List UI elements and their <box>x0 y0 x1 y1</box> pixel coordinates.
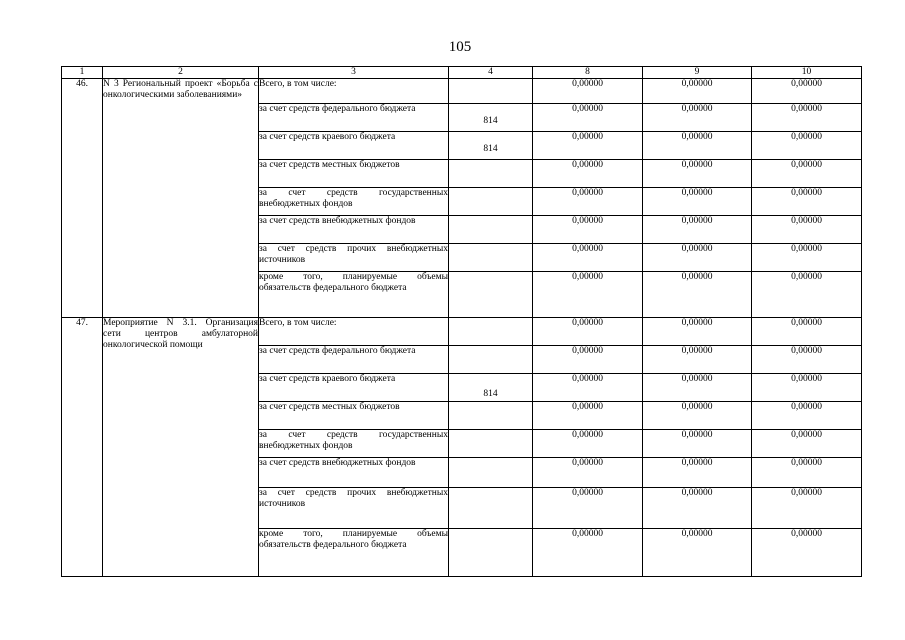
value-col-9: 0,00000 <box>643 458 752 488</box>
value-col-10: 0,00000 <box>752 346 862 374</box>
value-col-8: 0,00000 <box>533 216 643 244</box>
value-col-9: 0,00000 <box>643 374 752 402</box>
value-col-10: 0,00000 <box>752 244 862 272</box>
budget-code <box>449 244 533 272</box>
value-col-8: 0,00000 <box>533 132 643 160</box>
funding-source: за счет средств краевого бюджета <box>259 374 449 402</box>
budget-code <box>449 529 533 577</box>
column-header: 9 <box>643 67 752 79</box>
budget-code-text: 814 <box>483 116 498 126</box>
column-header: 3 <box>259 67 449 79</box>
value-col-10: 0,00000 <box>752 402 862 430</box>
item-name: N 3 Региональный проект «Борьба с онкологическими заболеваниями» <box>103 79 259 318</box>
value-col-8: 0,00000 <box>533 529 643 577</box>
value-col-9: 0,00000 <box>643 402 752 430</box>
funding-source: Всего, в том числе: <box>259 318 449 346</box>
value-col-10: 0,00000 <box>752 132 862 160</box>
budget-code <box>449 79 533 104</box>
value-col-8: 0,00000 <box>533 244 643 272</box>
value-col-9: 0,00000 <box>643 346 752 374</box>
value-col-8: 0,00000 <box>533 318 643 346</box>
budget-code <box>449 374 533 402</box>
value-col-8: 0,00000 <box>533 272 643 318</box>
funding-source: за счет средств прочих внебюджетных источников <box>259 488 449 529</box>
column-header: 4 <box>449 67 533 79</box>
budget-code <box>449 318 533 346</box>
funding-source: Всего, в том числе: <box>259 79 449 104</box>
value-col-10: 0,00000 <box>752 458 862 488</box>
funding-source: кроме того, планируемые объемы обязательств федерального бюджета <box>259 272 449 318</box>
value-col-8: 0,00000 <box>533 488 643 529</box>
budget-code <box>449 346 533 374</box>
table-body <box>62 79 862 577</box>
value-col-9: 0,00000 <box>643 529 752 577</box>
value-col-10: 0,00000 <box>752 104 862 132</box>
value-col-9: 0,00000 <box>643 272 752 318</box>
value-col-10: 0,00000 <box>752 374 862 402</box>
funding-source: за счет средств федерального бюджета <box>259 104 449 132</box>
funding-source: за счет средств прочих внебюджетных источников <box>259 244 449 272</box>
funding-source: за счет средств местных бюджетов <box>259 160 449 188</box>
funding-source: за счет средств местных бюджетов <box>259 402 449 430</box>
column-header: 2 <box>103 67 259 79</box>
value-col-9: 0,00000 <box>643 244 752 272</box>
funding-source: за счет средств внебюджетных фондов <box>259 216 449 244</box>
funding-source: за счет средств государственных внебюджетных фондов <box>259 188 449 216</box>
funding-source: за счет средств краевого бюджета <box>259 132 449 160</box>
value-col-9: 0,00000 <box>643 216 752 244</box>
value-col-8: 0,00000 <box>533 188 643 216</box>
page-number: 105 <box>448 39 472 55</box>
funding-source: за счет средств государственных внебюджетных фондов <box>259 430 449 458</box>
value-col-9: 0,00000 <box>643 160 752 188</box>
budget-code-text: 814 <box>483 144 498 154</box>
value-col-9: 0,00000 <box>643 188 752 216</box>
budget-table <box>61 66 862 577</box>
value-col-8: 0,00000 <box>533 104 643 132</box>
column-header: 10 <box>752 67 862 79</box>
value-col-10: 0,00000 <box>752 488 862 529</box>
value-col-10: 0,00000 <box>752 272 862 318</box>
budget-code <box>449 458 533 488</box>
value-col-8: 0,00000 <box>533 160 643 188</box>
value-col-10: 0,00000 <box>752 79 862 104</box>
budget-code <box>449 430 533 458</box>
value-col-8: 0,00000 <box>533 346 643 374</box>
value-col-10: 0,00000 <box>752 160 862 188</box>
value-col-10: 0,00000 <box>752 430 862 458</box>
value-col-8: 0,00000 <box>533 430 643 458</box>
value-col-8: 0,00000 <box>533 402 643 430</box>
table-row <box>62 79 862 104</box>
value-col-9: 0,00000 <box>643 132 752 160</box>
value-col-9: 0,00000 <box>643 79 752 104</box>
value-col-8: 0,00000 <box>533 374 643 402</box>
value-col-9: 0,00000 <box>643 430 752 458</box>
funding-source: за счет средств федерального бюджета <box>259 346 449 374</box>
budget-code <box>449 402 533 430</box>
value-col-9: 0,00000 <box>643 104 752 132</box>
funding-source: за счет средств внебюджетных фондов <box>259 458 449 488</box>
row-number: 46. <box>62 79 103 318</box>
column-header: 8 <box>533 67 643 79</box>
value-col-8: 0,00000 <box>533 79 643 104</box>
budget-code <box>449 216 533 244</box>
value-col-10: 0,00000 <box>752 318 862 346</box>
row-number: 47. <box>62 318 103 577</box>
column-header: 1 <box>62 67 103 79</box>
value-col-10: 0,00000 <box>752 188 862 216</box>
value-col-8: 0,00000 <box>533 458 643 488</box>
value-col-9: 0,00000 <box>643 488 752 529</box>
value-col-10: 0,00000 <box>752 216 862 244</box>
column-header-row <box>62 67 862 79</box>
funding-source: кроме того, планируемые объемы обязательств федерального бюджета <box>259 529 449 577</box>
budget-code <box>449 272 533 318</box>
budget-code-text: 814 <box>483 389 498 399</box>
budget-code <box>449 160 533 188</box>
table-row <box>62 318 862 346</box>
value-col-10: 0,00000 <box>752 529 862 577</box>
item-name: Мероприятие N 3.1. Организация сети центров амбулаторной онкологической помощи <box>103 318 259 577</box>
budget-code <box>449 188 533 216</box>
budget-code <box>449 132 533 160</box>
budget-code <box>449 104 533 132</box>
budget-code <box>449 488 533 529</box>
value-col-9: 0,00000 <box>643 318 752 346</box>
